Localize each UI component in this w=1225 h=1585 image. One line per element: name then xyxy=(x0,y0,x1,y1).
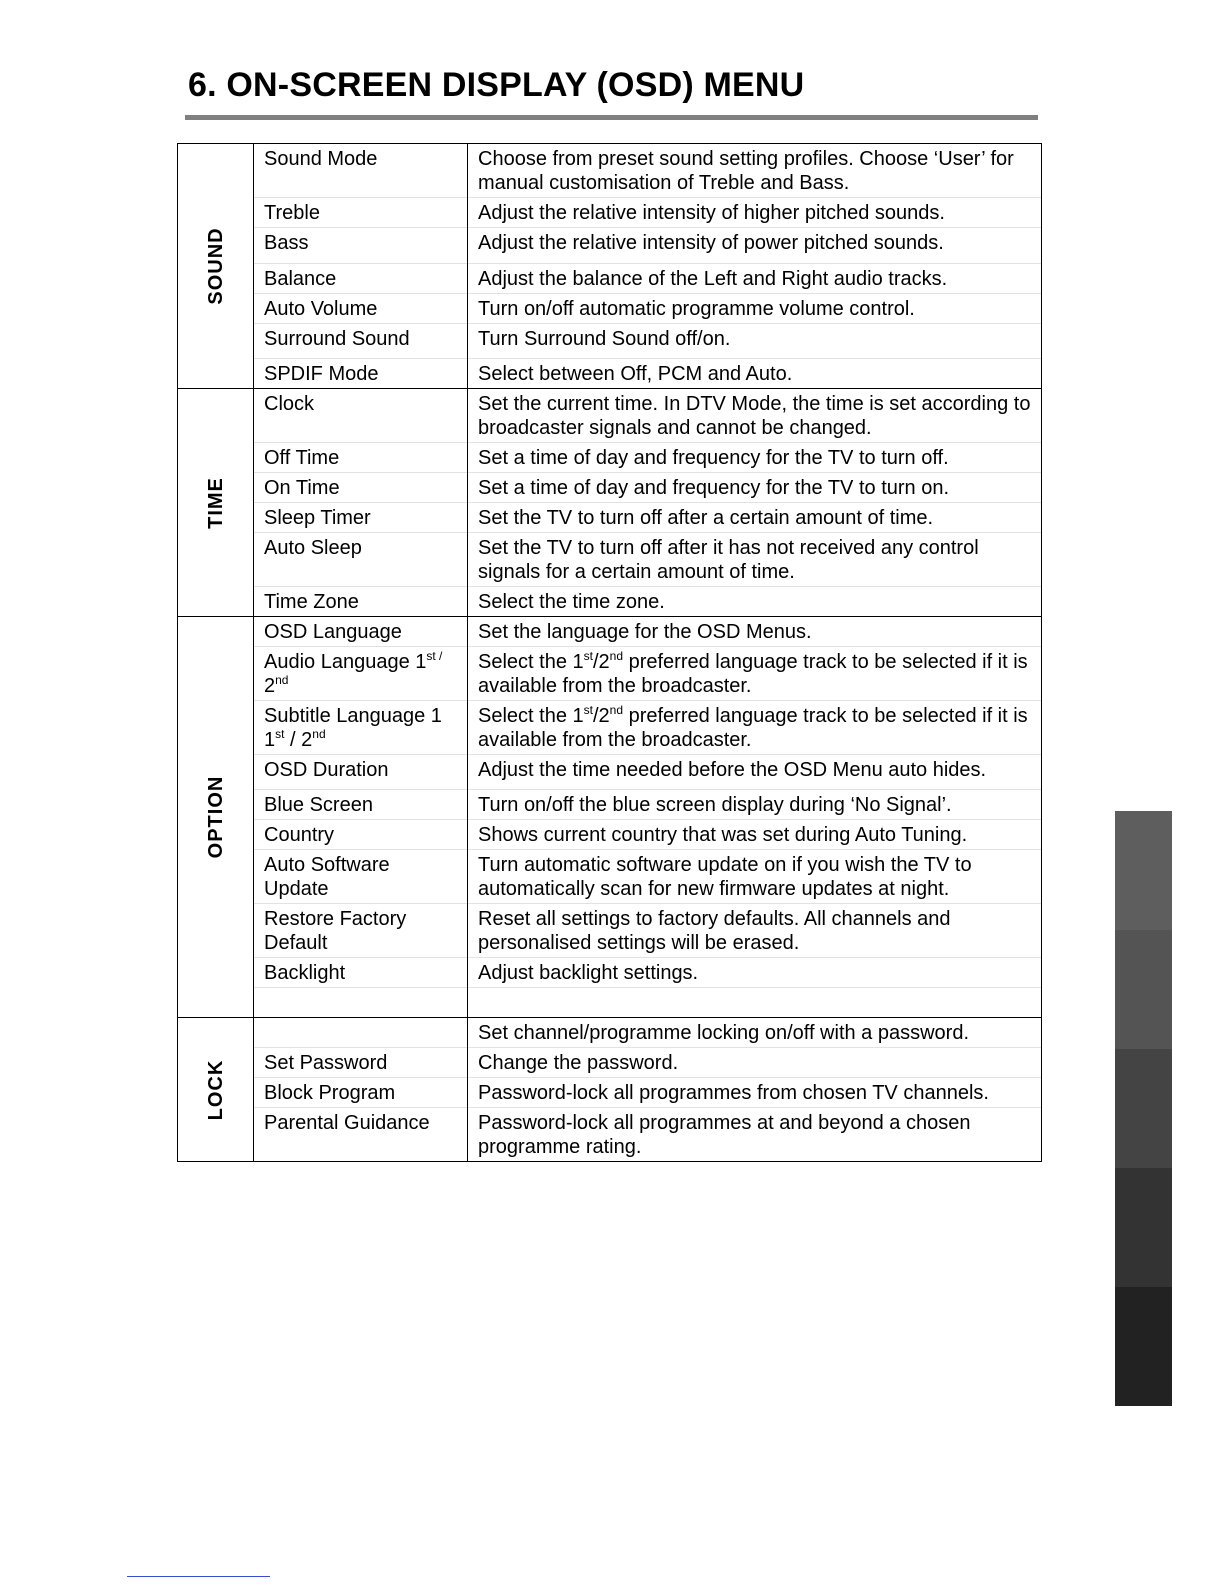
item-name: Restore Factory Default xyxy=(254,904,468,958)
section-time xyxy=(178,389,254,617)
item-name: Sleep Timer xyxy=(254,503,468,533)
table-row xyxy=(178,647,1042,701)
table-row xyxy=(178,1108,1042,1162)
item-description: Adjust the relative intensity of higher pitched sounds. xyxy=(468,198,1042,228)
item-name: OSD Duration xyxy=(254,755,468,790)
section-sound xyxy=(178,144,254,389)
item-description: Adjust the time needed before the OSD Menu auto hides. xyxy=(468,755,1042,790)
item-description: Select the 1st/2nd preferred language track to be selected if it is available from the broadcaster. xyxy=(468,647,1042,701)
item-name: Treble xyxy=(254,198,468,228)
item-description: Adjust the relative intensity of power pitched sounds. xyxy=(468,228,1042,264)
item-name: Auto Volume xyxy=(254,294,468,324)
table-row xyxy=(178,144,1042,198)
chapter-tabs xyxy=(1115,811,1172,1406)
item-description: Turn Surround Sound off/on. xyxy=(468,324,1042,359)
table-row xyxy=(178,473,1042,503)
table-row xyxy=(178,958,1042,988)
item-description: Set the TV to turn off after a certain amount of time. xyxy=(468,503,1042,533)
item-description: Turn on/off automatic programme volume control. xyxy=(468,294,1042,324)
section-option xyxy=(178,617,254,1018)
item-description: Reset all settings to factory defaults. All channels and personalised settings will be erased. xyxy=(468,904,1042,958)
item-description: Password-lock all programmes from chosen TV channels. xyxy=(468,1078,1042,1108)
table-row xyxy=(178,820,1042,850)
item-name: OSD Language xyxy=(254,617,468,647)
item-name: Sound Mode xyxy=(254,144,468,198)
item-description: Select the time zone. xyxy=(468,587,1042,617)
item-name: Backlight xyxy=(254,958,468,988)
item-description: Turn on/off the blue screen display during ‘No Signal’. xyxy=(468,790,1042,820)
table-row xyxy=(178,988,1042,1018)
item-name: Audio Language $1^{st /}$ 2nd xyxy=(254,647,468,701)
item-description: Set a time of day and frequency for the TV to turn on. xyxy=(468,473,1042,503)
item-name: Off Time xyxy=(254,443,468,473)
empty-cell xyxy=(468,988,1042,1018)
page-title: 6. ON-SCREEN DISPLAY (OSD) MENU xyxy=(188,66,805,104)
table-row xyxy=(178,701,1042,755)
table-row xyxy=(178,533,1042,587)
table-row xyxy=(178,264,1042,294)
item-description: Set the TV to turn off after it has not received any control signals for a certain amount of time. xyxy=(468,533,1042,587)
table-row xyxy=(178,790,1042,820)
item-name: SPDIF Mode xyxy=(254,359,468,389)
osd-menu-table xyxy=(177,143,1042,1162)
item-name: On Time xyxy=(254,473,468,503)
table-row xyxy=(178,1048,1042,1078)
table-row xyxy=(178,1078,1042,1108)
item-name: Time Zone xyxy=(254,587,468,617)
table-row xyxy=(178,617,1042,647)
item-name: Clock xyxy=(254,389,468,443)
item-name: Auto Software Update xyxy=(254,850,468,904)
item-name: Auto Sleep xyxy=(254,533,468,587)
chapter-tab xyxy=(1115,811,1172,930)
chapter-tab xyxy=(1115,1168,1172,1287)
table-row xyxy=(178,324,1042,359)
chapter-tab xyxy=(1115,1049,1172,1168)
table-row xyxy=(178,503,1042,533)
table-row xyxy=(178,850,1042,904)
item-name xyxy=(254,1018,468,1048)
item-description: Change the password. xyxy=(468,1048,1042,1078)
table-row xyxy=(178,443,1042,473)
item-name: Bass xyxy=(254,228,468,264)
chapter-tab xyxy=(1115,930,1172,1049)
item-description: Adjust backlight settings. xyxy=(468,958,1042,988)
table-row xyxy=(178,389,1042,443)
chapter-tab xyxy=(1115,1287,1172,1406)
item-name: Subtitle Language 1 1st / 2nd xyxy=(254,701,468,755)
item-description: Select between Off, PCM and Auto. xyxy=(468,359,1042,389)
item-name: Surround Sound xyxy=(254,324,468,359)
section-label: LOCK xyxy=(204,1059,227,1120)
section-label: TIME xyxy=(204,476,227,529)
item-name: Block Program xyxy=(254,1078,468,1108)
item-name: Set Password xyxy=(254,1048,468,1078)
item-description: Set the language for the OSD Menus. xyxy=(468,617,1042,647)
table-row xyxy=(178,587,1042,617)
item-description: Adjust the balance of the Left and Right audio tracks. xyxy=(468,264,1042,294)
table-row xyxy=(178,1018,1042,1048)
item-description: Password-lock all programmes at and beyond a chosen programme rating. xyxy=(468,1108,1042,1162)
title-divider xyxy=(185,115,1038,120)
empty-cell xyxy=(254,988,468,1018)
section-lock xyxy=(178,1018,254,1162)
item-description: Shows current country that was set during Auto Tuning. xyxy=(468,820,1042,850)
section-label: OPTION xyxy=(204,775,227,859)
item-name: Blue Screen xyxy=(254,790,468,820)
table-row xyxy=(178,755,1042,790)
table-row xyxy=(178,904,1042,958)
item-name: Parental Guidance xyxy=(254,1108,468,1162)
item-description: Set a time of day and frequency for the TV to turn off. xyxy=(468,443,1042,473)
item-description: Set channel/programme locking on/off with a password. xyxy=(468,1018,1042,1048)
section-label: SOUND xyxy=(204,227,227,305)
footer-link-underline xyxy=(127,1576,270,1577)
table-row xyxy=(178,198,1042,228)
table-row xyxy=(178,359,1042,389)
item-description: Turn automatic software update on if you wish the TV to automatically scan for new firmware updates at night. xyxy=(468,850,1042,904)
item-name: Balance xyxy=(254,264,468,294)
item-description: Select the 1st/2nd preferred language track to be selected if it is available from the broadcaster. xyxy=(468,701,1042,755)
table-row xyxy=(178,294,1042,324)
item-name: Country xyxy=(254,820,468,850)
table-row xyxy=(178,228,1042,264)
item-description: Set the current time. In DTV Mode, the time is set according to broadcaster signals and cannot be changed. xyxy=(468,389,1042,443)
item-description: Choose from preset sound setting profiles. Choose ‘User’ for manual customisation of Treble and Bass. xyxy=(468,144,1042,198)
